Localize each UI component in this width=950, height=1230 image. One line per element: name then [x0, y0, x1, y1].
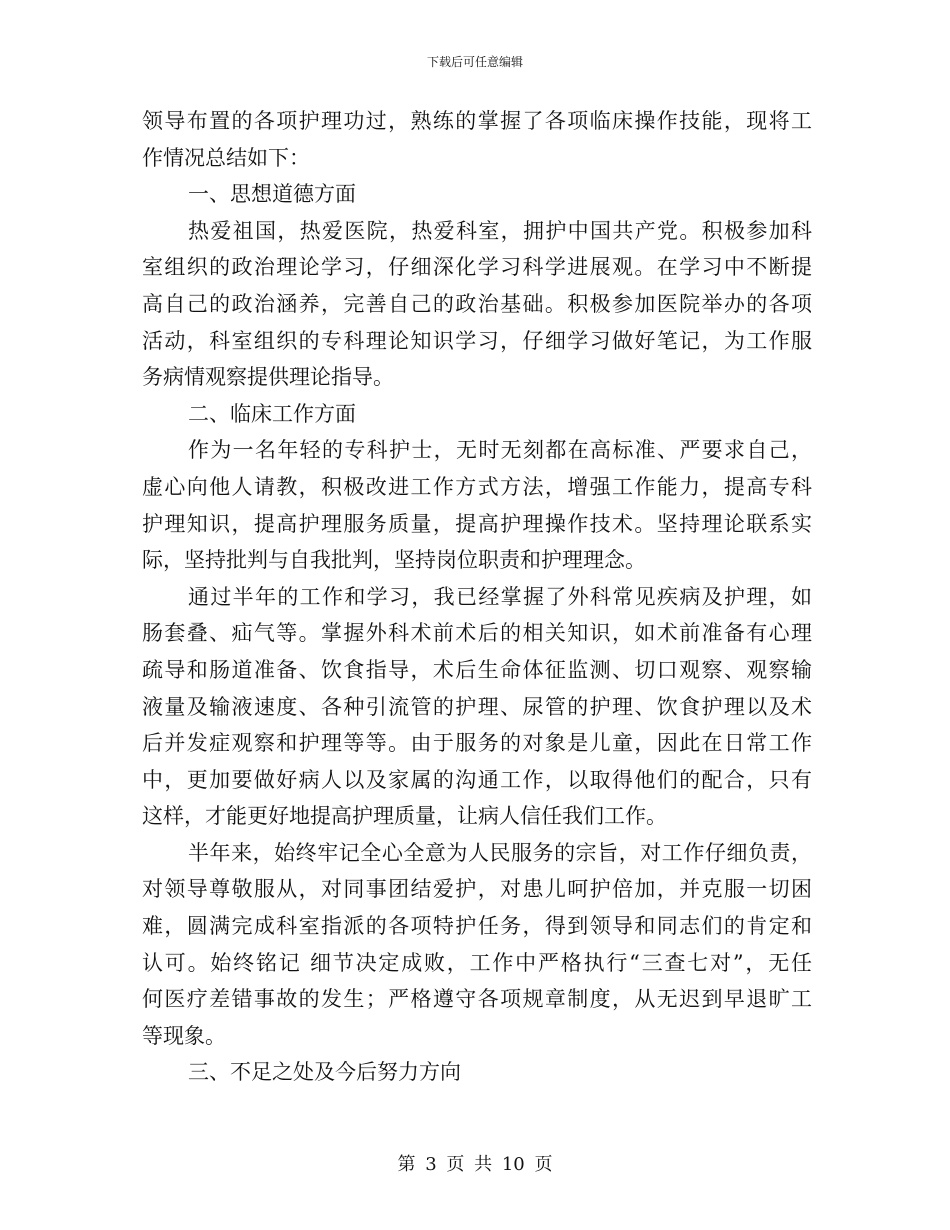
- text-line: 何医疗差错事故的发生；严格遵守各项规章制度，从无迟到早退旷工: [142, 987, 812, 1012]
- page-footer: 第 3 页 共 10 页: [397, 1154, 553, 1175]
- text-line: 领导布置的各项护理功过，熟练的掌握了各项临床操作技能，现将工: [142, 109, 812, 133]
- text-line: 一、思想道德方面: [188, 182, 356, 207]
- text-line: 务病情观察提供理论指导。: [142, 365, 394, 390]
- text-line: 作情况总结如下：: [142, 145, 310, 170]
- text-line: 室组织的政治理论学习，仔细深化学习科学进展观。在学习中不断提: [142, 255, 812, 280]
- text-line: 这样，才能更好地提高护理质量，让病人信任我们工作。: [142, 804, 667, 829]
- text-line: 活动，科室组织的专科理论知识学习，仔细学习做好笔记，为工作服: [142, 328, 812, 353]
- text-line: 作为一名年轻的专科护士，无时无刻都在高标准、严要求自己，: [188, 438, 812, 463]
- text-line: 际，坚持批判与自我批判，坚持岗位职责和护理理念。: [142, 548, 646, 573]
- text-line: 对领导尊敬服从，对同事团结爱护，对患儿呵护倍加，并克服一切困: [142, 877, 812, 902]
- text-line: 护理知识，提高护理服务质量，提高护理操作技术。坚持理论联系实: [142, 511, 812, 536]
- text-line: 通过半年的工作和学习，我已经掌握了外科常见疾病及护理，如: [188, 584, 812, 609]
- text-line: 高自己的政治涵养，完善自己的政治基础。积极参加医院举办的各项: [142, 291, 812, 316]
- text-line: 液量及输液速度、各种引流管的护理、尿管的护理、饮食护理以及术: [142, 694, 812, 719]
- text-line: 虚心向他人请教，积极改进工作方式方法，增强工作能力，提高专科: [142, 474, 812, 499]
- text-line: 难，圆满完成科室指派的各项特护任务，得到领导和同志们的肯定和: [142, 914, 812, 939]
- text-line: 半年来，始终牢记全心全意为人民服务的宗旨，对工作仔细负责，: [188, 840, 812, 865]
- text-line: 二、临床工作方面: [188, 401, 356, 426]
- text-line: 认可。始终铭记 细节决定成败，工作中严格执行“三查七对”，无任: [142, 950, 812, 975]
- text-line: 中，更加要做好病人以及家属的沟通工作，以取得他们的配合，只有: [142, 767, 812, 792]
- text-line: 三、不足之处及今后努力方向: [188, 1060, 461, 1085]
- text-line: 热爱祖国，热爱医院，热爱科室，拥护中国共产党。积极参加科: [188, 218, 812, 243]
- text-line: 后并发症观察和护理等等。由于服务的对象是儿童，因此在日常工作: [142, 731, 812, 756]
- text-line: 等现象。: [142, 1023, 226, 1048]
- document-body: [142, 103, 812, 1091]
- text-line: 肠套叠、疝气等。掌握外科术前术后的相关知识，如术前准备有心理: [142, 621, 812, 646]
- text-line: 疏导和肠道准备、饮食指导，术后生命体征监测、切口观察、观察输: [142, 657, 812, 682]
- page-header: 下载后可任意编辑: [426, 55, 523, 69]
